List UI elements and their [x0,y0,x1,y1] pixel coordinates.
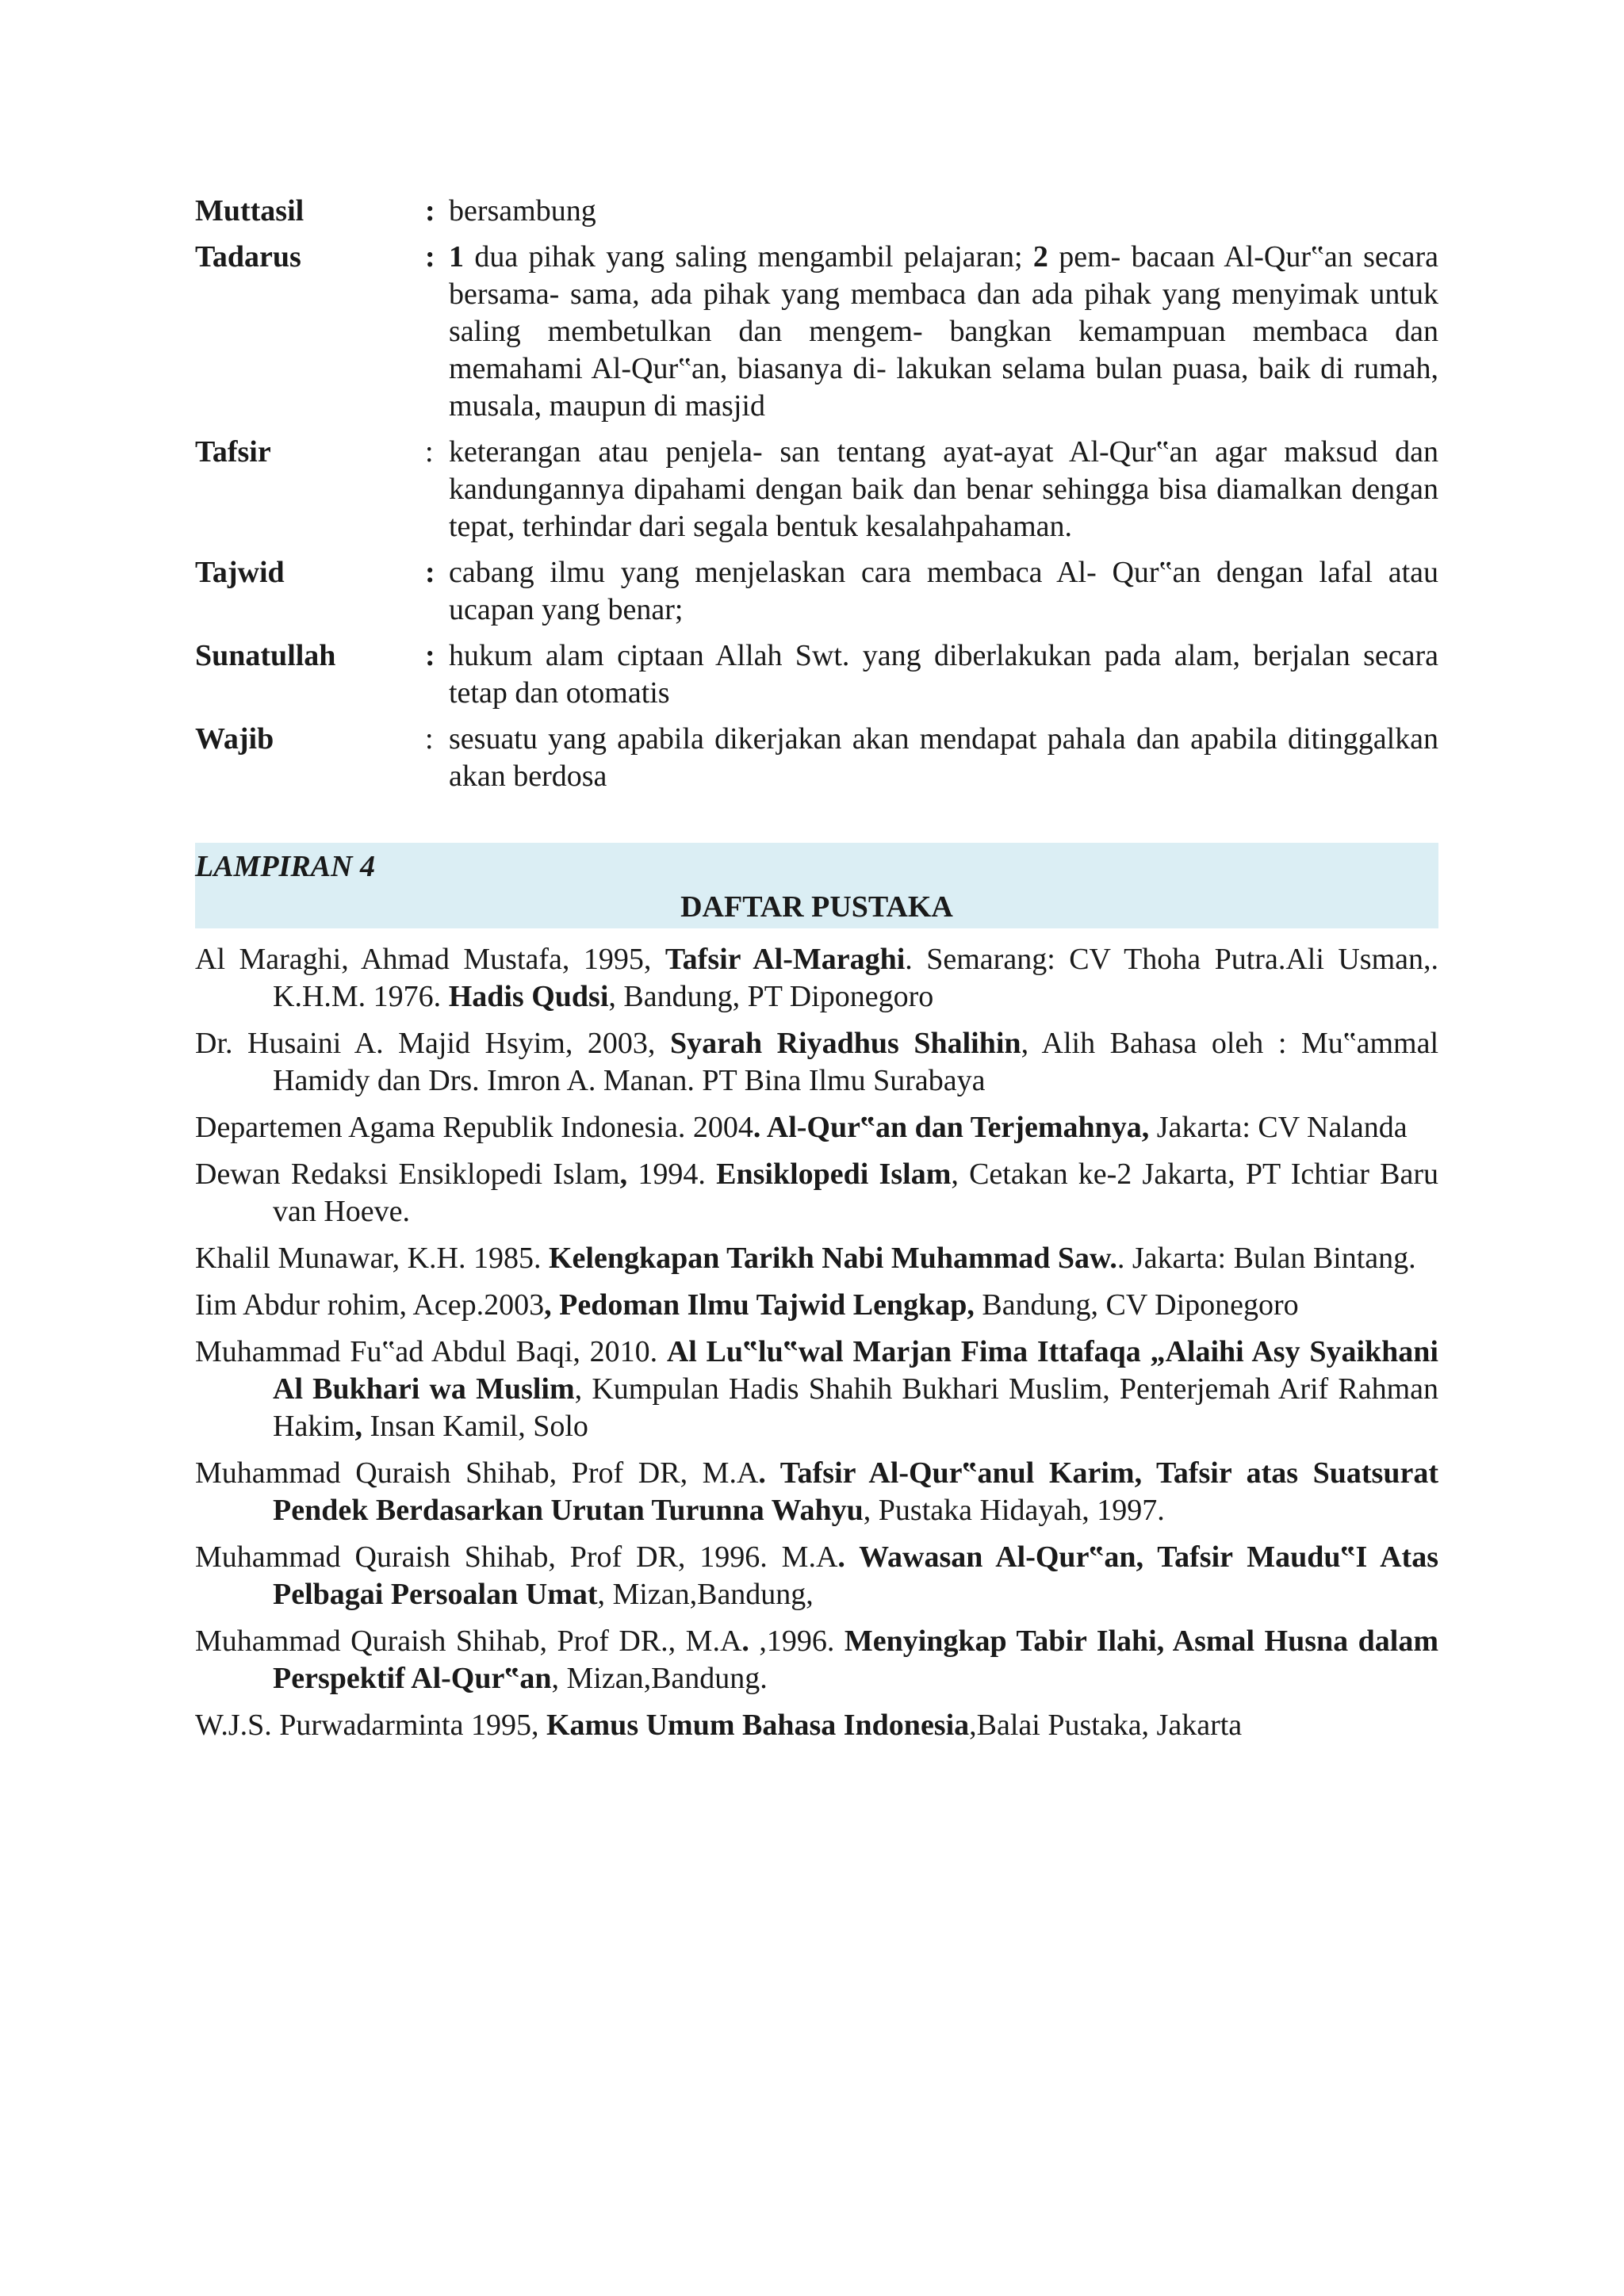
reference-text: 1994. [627,1158,717,1191]
reference-bold-title: Kelengkapan Tarikh Nabi Muhammad Saw. [548,1242,1117,1275]
glossary-colon: : [425,722,434,756]
reference-entry [195,1240,1438,1277]
reference-list [195,941,1438,1744]
reference-text: Iim Abdur rohim, Acep.2003 [195,1288,545,1322]
reference-entry [195,1623,1438,1697]
reference-bold-title: . Al-Qur‟an dan Terjemahnya, [753,1111,1150,1144]
glossary-entry [195,554,1438,629]
glossary-entry [195,434,1438,545]
reference-text: Bandung, CV Diponegoro [974,1288,1299,1322]
reference-text: . Jakarta: Bulan Bintang. [1116,1242,1416,1275]
reference-entry [195,1539,1438,1613]
reference-bold-title: Al Lu‟lu‟wal Marjan Fima Ittafaqa „Alaihi Asy Syaikhani Al Bukhari wa Muslim [273,1335,1438,1406]
glossary-term: Tadarus [195,240,301,274]
glossary-definition [449,554,1438,629]
glossary-colon: : [425,556,435,589]
reference-entry [195,1156,1438,1230]
reference-text: Dewan Redaksi Ensiklopedi Islam [195,1158,620,1191]
glossary-term: Muttasil [195,194,304,228]
reference-text: Dr. Husaini A. Majid Hsyim, 2003, [195,1027,670,1060]
reference-bold-title: , Pedoman Ilmu Tajwid Lengkap, [544,1288,975,1322]
glossary-term: Sunatullah [195,639,336,672]
reference-text: , Alih Bahasa oleh : Mu‟ammal Hamidy dan Drs. Imron A. Manan. PT Bina Ilmu Surabaya [273,1027,1439,1097]
reference-entry [195,1109,1438,1146]
glossary-definition [449,193,1438,230]
reference-bold-title: Syarah Riyadhus Shalihin [669,1027,1021,1060]
reference-entry [195,1334,1438,1445]
reference-text: , Kumpulan Hadis Shahih Bukhari Muslim, Penterjemah Arif Rahman Hakim [273,1372,1438,1443]
definition-text: pem- bacaan Al-Qur‟an secara bersama- sama, ada pihak yang membaca dan ada pihak yang menyimak untuk saling membetulkan dan mengem- bangkan kemampuan membaca dan memahami Al-Qur‟an, biasanya di- lakukan selama bulan puasa, baik di rumah, musala, maupun di masjid [449,240,1438,423]
glossary-term: Tajwid [195,556,285,589]
glossary-entry [195,239,1438,425]
glossary-definition [449,637,1438,712]
appendix-header [195,843,1438,928]
glossary-term: Wajib [195,722,274,756]
glossary-colon: : [425,240,435,274]
reference-text: Departemen Agama Republik Indonesia. 2004 [195,1111,753,1144]
glossary-entry [195,721,1438,795]
glossary-definition [449,434,1438,545]
reference-bold-title: . Tafsir Al-Qur‟anul Karim, Tafsir atas Suatsurat Pendek Berdasarkan Urutan Turunna Wahyu [273,1456,1438,1527]
reference-text: Khalil Munawar, K.H. 1985. [195,1242,549,1275]
definition-text: hukum alam ciptaan Allah Swt. yang diberlakukan pada alam, berjalan secara tetap dan otomatis [449,639,1438,710]
reference-bold-title: Hadis Qudsi [448,980,609,1013]
definition-text: cabang ilmu yang menjelaskan cara membaca Al- Qur‟an dengan lafal atau ucapan yang benar; [449,556,1438,626]
glossary-term: Tafsir [195,435,271,469]
reference-bold-title: . [741,1624,760,1658]
reference-entry [195,941,1438,1016]
definition-text: bersambung [449,194,596,228]
definition-bold-text: 1 [449,240,464,274]
reference-entry [195,1455,1438,1529]
definition-text: sesuatu yang apabila dikerjakan akan mendapat pahala dan apabila ditinggalkan akan berdosa [449,722,1438,793]
definition-bold-text: 2 [1032,240,1048,274]
reference-bold-title: . Wawasan Al-Qur‟an, Tafsir Maudu‟I Atas Pelbagai Persoalan Umat [273,1540,1438,1611]
reference-bold-title: , [619,1158,628,1191]
reference-text: Muhammad Fu‟ad Abdul Baqi, 2010. [195,1335,667,1368]
bibliography-title: DAFTAR PUSTAKA [680,890,953,924]
reference-text: Al Maraghi, Ahmad Mustafa, 1995, [195,943,665,976]
reference-bold-title: Tafsir Al-Maraghi [665,943,906,976]
reference-bold-title: Kamus Umum Bahasa Indonesia [546,1709,970,1742]
glossary-colon: : [425,639,435,672]
reference-text: . Semarang: CV Thoha Putra.Ali Usman,. K.H.M. 1976. [273,943,1438,1013]
reference-text: Jakarta: CV Nalanda [1149,1111,1408,1144]
glossary-definition [449,721,1438,795]
definition-text: keterangan atau penjela- san tentang ayat-ayat Al-Qur‟an agar maksud dan kandungannya dipahami dengan baik dan benar sehingga bisa diamalkan dengan tepat, terhindar dari segala bentuk kesalahpahaman. [449,435,1438,543]
reference-entry [195,1025,1438,1100]
reference-entry [195,1287,1438,1324]
glossary-colon: : [425,435,434,469]
glossary-definition [449,239,1438,425]
reference-bold-title: Menyingkap Tabir Ilahi, Asmal Husna dalam Perspektif Al-Qur‟an [273,1624,1438,1695]
glossary-entry [195,637,1438,712]
definition-text: dua pihak yang saling mengambil pelajaran; [464,240,1033,274]
glossary-colon: : [425,194,435,228]
reference-entry [195,1707,1438,1744]
reference-text: Muhammad Quraish Shihab, Prof DR, M.A [195,1456,759,1490]
reference-text: Muhammad Quraish Shihab, Prof DR., M.A [195,1624,742,1658]
appendix-label: LAMPIRAN 4 [195,850,375,883]
reference-bold-title: Ensiklopedi Islam [716,1158,952,1191]
glossary-entry [195,193,1438,230]
reference-text: ,Balai Pustaka, Jakarta [969,1709,1243,1742]
reference-text: , Mizan,Bandung. [551,1662,768,1695]
page-content [195,193,1438,1754]
reference-text: W.J.S. Purwadarminta 1995, [195,1709,546,1742]
reference-text: , Pustaka Hidayah, 1997. [863,1494,1165,1527]
reference-text: Muhammad Quraish Shihab, Prof DR, 1996. M.A [195,1540,838,1574]
reference-bold-title: , [354,1410,362,1443]
reference-text: Insan Kamil, Solo [362,1410,588,1443]
reference-text: , Bandung, PT Diponegoro [608,980,934,1013]
reference-text: , Cetakan ke-2 Jakarta, PT Ichtiar Baru van Hoeve. [273,1158,1438,1228]
reference-text: ,1996. [759,1624,845,1658]
glossary [195,193,1438,795]
reference-text: , Mizan,Bandung, [597,1578,814,1611]
